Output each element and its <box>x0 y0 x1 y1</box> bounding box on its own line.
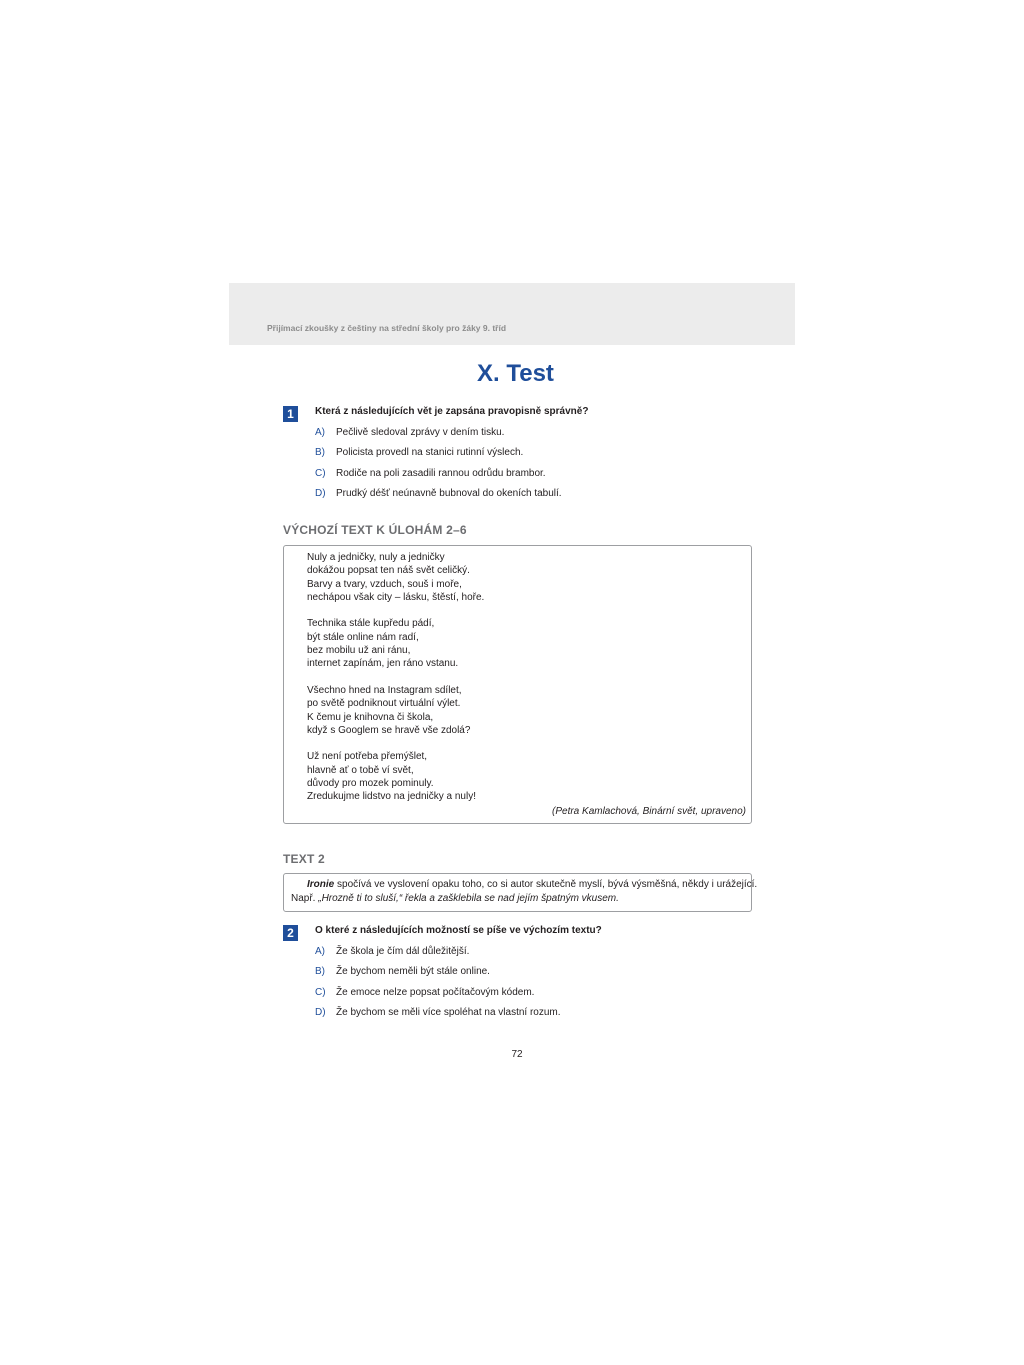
poem-line: hlavně ať o tobě ví svět, <box>307 764 414 776</box>
option-letter: B) <box>315 447 325 458</box>
irony-term: Ironie <box>307 879 335 890</box>
irony-definition <box>291 878 758 905</box>
option-letter: A) <box>315 946 325 957</box>
option-letter: D) <box>315 488 326 499</box>
poem <box>307 551 484 804</box>
question-1-option-b[interactable] <box>315 447 523 458</box>
page-number: 72 <box>511 1049 523 1060</box>
irony-box <box>283 873 758 912</box>
question-1-option-a[interactable] <box>315 427 504 438</box>
running-title: Přijímací zkoušky z češtiny na střední školy pro žáky 9. tříd <box>267 323 507 333</box>
poem-line: když s Googlem se hravě vše zdolá? <box>307 724 471 736</box>
poem-stanza-1 <box>307 551 484 604</box>
poem-line: být stále online nám radí, <box>307 631 419 643</box>
question-1-text: Která z následujících vět je zapsána pravopisně správně? <box>315 406 589 417</box>
poem-line: Barvy a tvary, vzduch, souš i moře, <box>307 578 462 590</box>
question-number-1: 1 <box>283 406 298 422</box>
option-text: Že bychom se měli více spoléhat na vlastní rozum. <box>336 1007 561 1018</box>
question-2-option-d[interactable] <box>315 1007 561 1018</box>
option-text: Prudký déšť neúnavně bubnoval do okeních tabulí. <box>336 488 562 499</box>
option-letter: C) <box>315 468 326 479</box>
poem-line: K čemu je knihovna či škola, <box>307 711 434 723</box>
poem-stanza-2 <box>307 617 484 670</box>
poem-line: internet zapínám, jen ráno vstanu. <box>307 658 459 670</box>
poem-stanza-3 <box>307 684 484 737</box>
test-title: X. Test <box>477 360 554 387</box>
option-text: Že škola je čím dál důležitější. <box>336 946 470 957</box>
question-2-option-a[interactable] <box>315 946 469 957</box>
question-1-option-d[interactable] <box>315 488 562 499</box>
option-letter: A) <box>315 427 325 438</box>
poem-line: důvody pro mozek pominuly. <box>307 778 434 790</box>
irony-example: „Hrozně ti to sluší,“ řekla a zašklebila se nad jejím špatným vkusem. <box>318 892 619 904</box>
option-text: Že emoce nelze popsat počítačovým kódem. <box>336 987 535 998</box>
irony-definition-text: spočívá ve vyslovení opaku toho, co si autor skutečně myslí, bývá výsměšná, někdy i urážející. <box>334 879 758 890</box>
source-text-heading: VÝCHOZÍ TEXT K ÚLOHÁM 2–6 <box>283 523 467 537</box>
option-text: Že bychom neměli být stále online. <box>336 966 490 977</box>
poem-line: Nuly a jedničky, nuly a jedničky <box>307 552 445 563</box>
option-letter: C) <box>315 987 326 998</box>
poem-line: Technika stále kupředu pádí, <box>307 618 435 630</box>
option-letter: B) <box>315 966 325 977</box>
option-text: Rodiče na poli zasadili rannou odrůdu brambor. <box>336 468 546 479</box>
poem-stanza-4 <box>307 750 484 803</box>
poem-box <box>283 545 752 824</box>
poem-line: nechápou však city – lásku, štěstí, hoře. <box>307 591 485 603</box>
header-band <box>229 283 795 345</box>
question-2-option-c[interactable] <box>315 987 534 998</box>
poem-line: Už není potřeba přemýšlet, <box>307 751 428 763</box>
option-text: Policista provedl na stanici rutinní výslech. <box>336 447 524 458</box>
option-text: Pečlivě sledoval zprávy v dením tisku. <box>336 427 505 438</box>
question-number-2: 2 <box>283 925 298 941</box>
poem-line: dokážou popsat ten náš svět celičký. <box>307 565 470 577</box>
irony-example-prefix: Např. <box>291 892 319 904</box>
question-1-option-c[interactable] <box>315 468 546 479</box>
option-letter: D) <box>315 1007 326 1018</box>
text2-heading: TEXT 2 <box>283 852 325 866</box>
poem-line: Zredukujme lidstvo na jedničky a nuly! <box>307 791 476 803</box>
question-2-text: O které z následujících možností se píše ve výchozím textu? <box>315 925 602 936</box>
poem-line: bez mobilu už ani ránu, <box>307 645 411 657</box>
poem-attribution: (Petra Kamlachová, Binární svět, upraveno) <box>552 806 746 817</box>
poem-line: po světě podniknout virtuální výlet. <box>307 698 461 710</box>
question-2-option-b[interactable] <box>315 966 490 977</box>
poem-line: Všechno hned na Instagram sdílet, <box>307 684 462 696</box>
